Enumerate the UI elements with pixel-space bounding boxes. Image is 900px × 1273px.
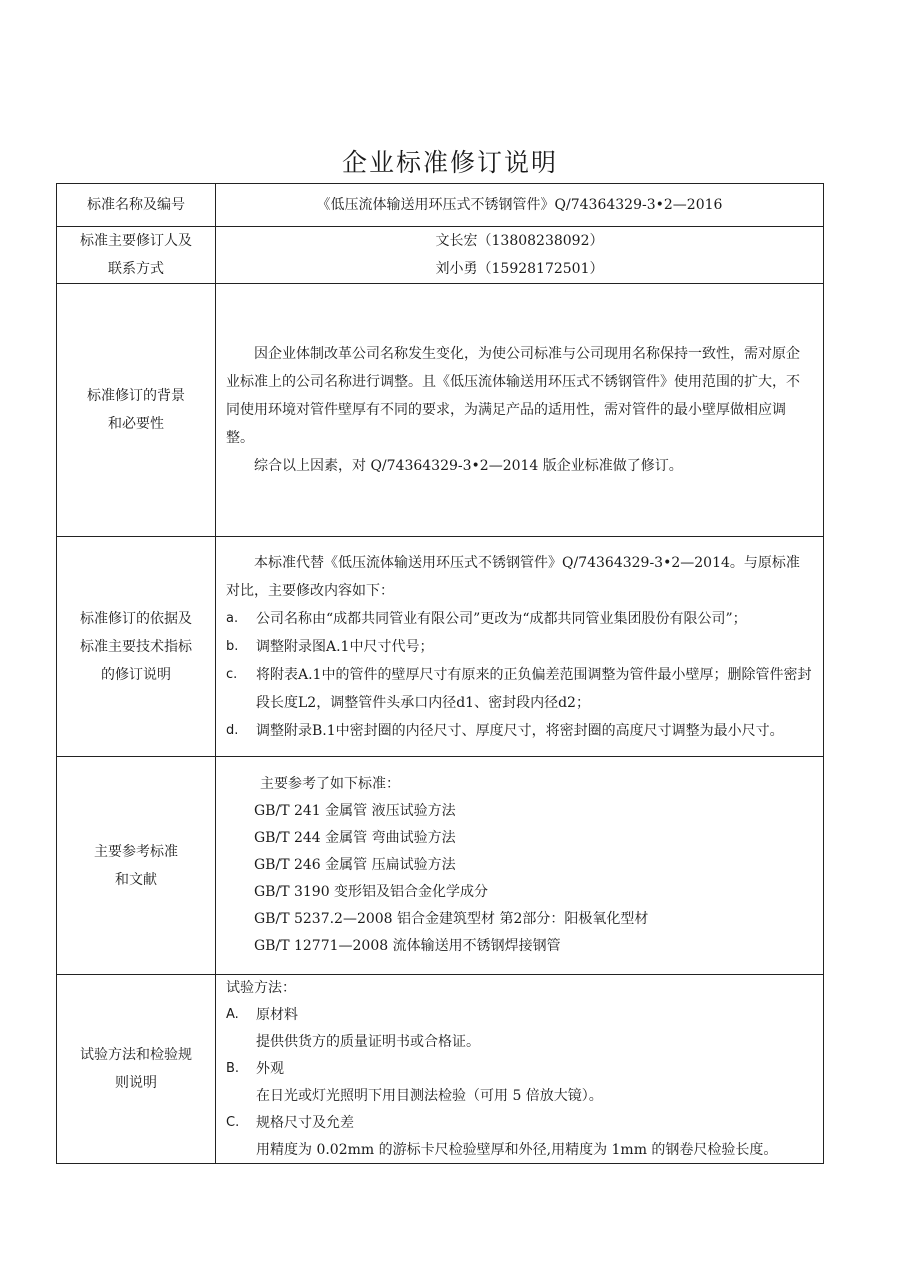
label-background-line2: 和必要性 <box>108 416 164 432</box>
label-basis-line3: 的修订说明 <box>101 666 171 683</box>
item-text: 调整附录图A.1中尺寸代号； <box>256 638 434 655</box>
label-background-line1: 标准修订的背景 <box>87 388 185 404</box>
value-basis <box>216 537 824 757</box>
basis-intro: 本标准代替《低压流体输送用环压式不锈钢管件》Q/74364329-3•2—2014。与原标准对比，主要修改内容如下： <box>226 554 800 599</box>
item-marker: a. <box>226 610 239 626</box>
label-contacts-line1: 标准主要修订人及 <box>80 233 192 249</box>
test-section <box>216 1055 823 1083</box>
section-marker: A. <box>226 1007 239 1022</box>
value-contacts <box>216 227 824 284</box>
reference-standard: GB/T 12771—2008 流体输送用不锈钢焊接钢管 <box>254 938 561 954</box>
table-row-background <box>57 284 824 537</box>
item-marker: c. <box>226 666 238 682</box>
reference-standard: GB/T 241 金属管 液压试验方法 <box>254 803 456 819</box>
value-references <box>216 757 824 975</box>
list-item <box>216 605 823 633</box>
table-row-testing <box>57 975 824 1164</box>
table-row-name <box>57 184 824 227</box>
label-basis-line1: 标准修订的依据及 <box>80 610 192 627</box>
list-item <box>216 717 823 745</box>
label-references <box>57 757 216 975</box>
label-basis <box>57 537 216 757</box>
section-marker: C. <box>226 1115 240 1130</box>
section-title: 规格尺寸及允差 <box>256 1115 354 1131</box>
label-basis-line2: 标准主要技术指标 <box>80 638 192 655</box>
contact-person: 刘小勇（15928172501） <box>435 261 604 277</box>
list-item <box>216 633 823 661</box>
value-background <box>216 284 824 537</box>
section-title: 外观 <box>256 1061 284 1077</box>
label-references-line2: 和文献 <box>115 871 157 888</box>
reference-standard: GB/T 244 金属管 弯曲试验方法 <box>254 830 456 846</box>
label-standard-name: 标准名称及编号 <box>57 184 216 227</box>
reference-standard: GB/T 3190 变形铝及铝合金化学成分 <box>254 884 489 900</box>
label-testing-line2: 则说明 <box>115 1075 157 1091</box>
section-detail: 提供供货方的质量证明书或合格证。 <box>256 1034 480 1050</box>
testing-heading: 试验方法： <box>226 980 296 996</box>
item-text: 调整附录B.1中密封圈的内径尺寸、厚度尺寸，将密封圈的高度尺寸调整为最小尺寸。 <box>256 722 784 739</box>
list-item <box>216 661 823 717</box>
section-detail: 用精度为 0.02mm 的游标卡尺检验壁厚和外径,用精度为 1mm 的钢卷尺检验长度。 <box>256 1142 778 1158</box>
table-row-references <box>57 757 824 975</box>
background-paragraph: 综合以上因素，对 Q/74364329-3•2—2014 版企业标准做了修订。 <box>254 458 683 474</box>
standard-name-text: 《低压流体输送用环压式不锈钢管件》Q/74364329-3•2—2016 <box>316 197 723 213</box>
label-background <box>57 284 216 537</box>
contact-person: 文长宏（13808238092） <box>435 233 604 249</box>
table-row-contacts <box>57 227 824 284</box>
section-title: 原材料 <box>256 1007 298 1023</box>
test-section <box>216 1001 823 1029</box>
section-detail: 在日光或灯光照明下用目测法检验（可用 5 倍放大镜）。 <box>256 1088 603 1104</box>
value-testing <box>216 975 824 1164</box>
reference-standard: GB/T 246 金属管 压扁试验方法 <box>254 857 456 873</box>
section-marker: B. <box>226 1061 240 1076</box>
background-paragraph: 因企业体制改革公司名称发生变化，为使公司标准与公司现用名称保持一致性，需对原企业标准上的公司名称进行调整。且《低压流体输送用环压式不锈钢管件》使用范围的扩大，不同使用环境对管件壁厚有不同的要求，为满足产品的适用性，需对管件的最小壁厚做相应调整。 <box>226 346 800 446</box>
item-text: 将附表A.1中的管件的壁厚尺寸有原来的正负偏差范围调整为管件最小壁厚；删除管件密封段长度L2，调整管件头承口内径d1、密封段内径d2； <box>256 666 812 711</box>
references-heading: 主要参考了如下标准： <box>260 776 400 792</box>
label-testing-line1: 试验方法和检验规 <box>80 1047 192 1063</box>
item-marker: d. <box>226 722 239 738</box>
item-marker: b. <box>226 638 239 654</box>
value-standard-name <box>216 184 824 227</box>
label-contacts-line2: 联系方式 <box>108 261 164 277</box>
document-title: 企业标准修订说明 <box>341 148 558 177</box>
table-row-basis <box>57 537 824 757</box>
item-text: 公司名称由“成都共同管业有限公司”更改为“成都共同管业集团股份有限公司”； <box>256 610 747 627</box>
label-references-line1: 主要参考标准 <box>94 843 178 860</box>
label-contacts <box>57 227 216 284</box>
test-section <box>216 1109 823 1137</box>
reference-standard: GB/T 5237.2—2008 铝合金建筑型材 第2部分：阳极氧化型材 <box>254 911 649 927</box>
label-testing <box>57 975 216 1164</box>
revision-table <box>56 183 824 1164</box>
